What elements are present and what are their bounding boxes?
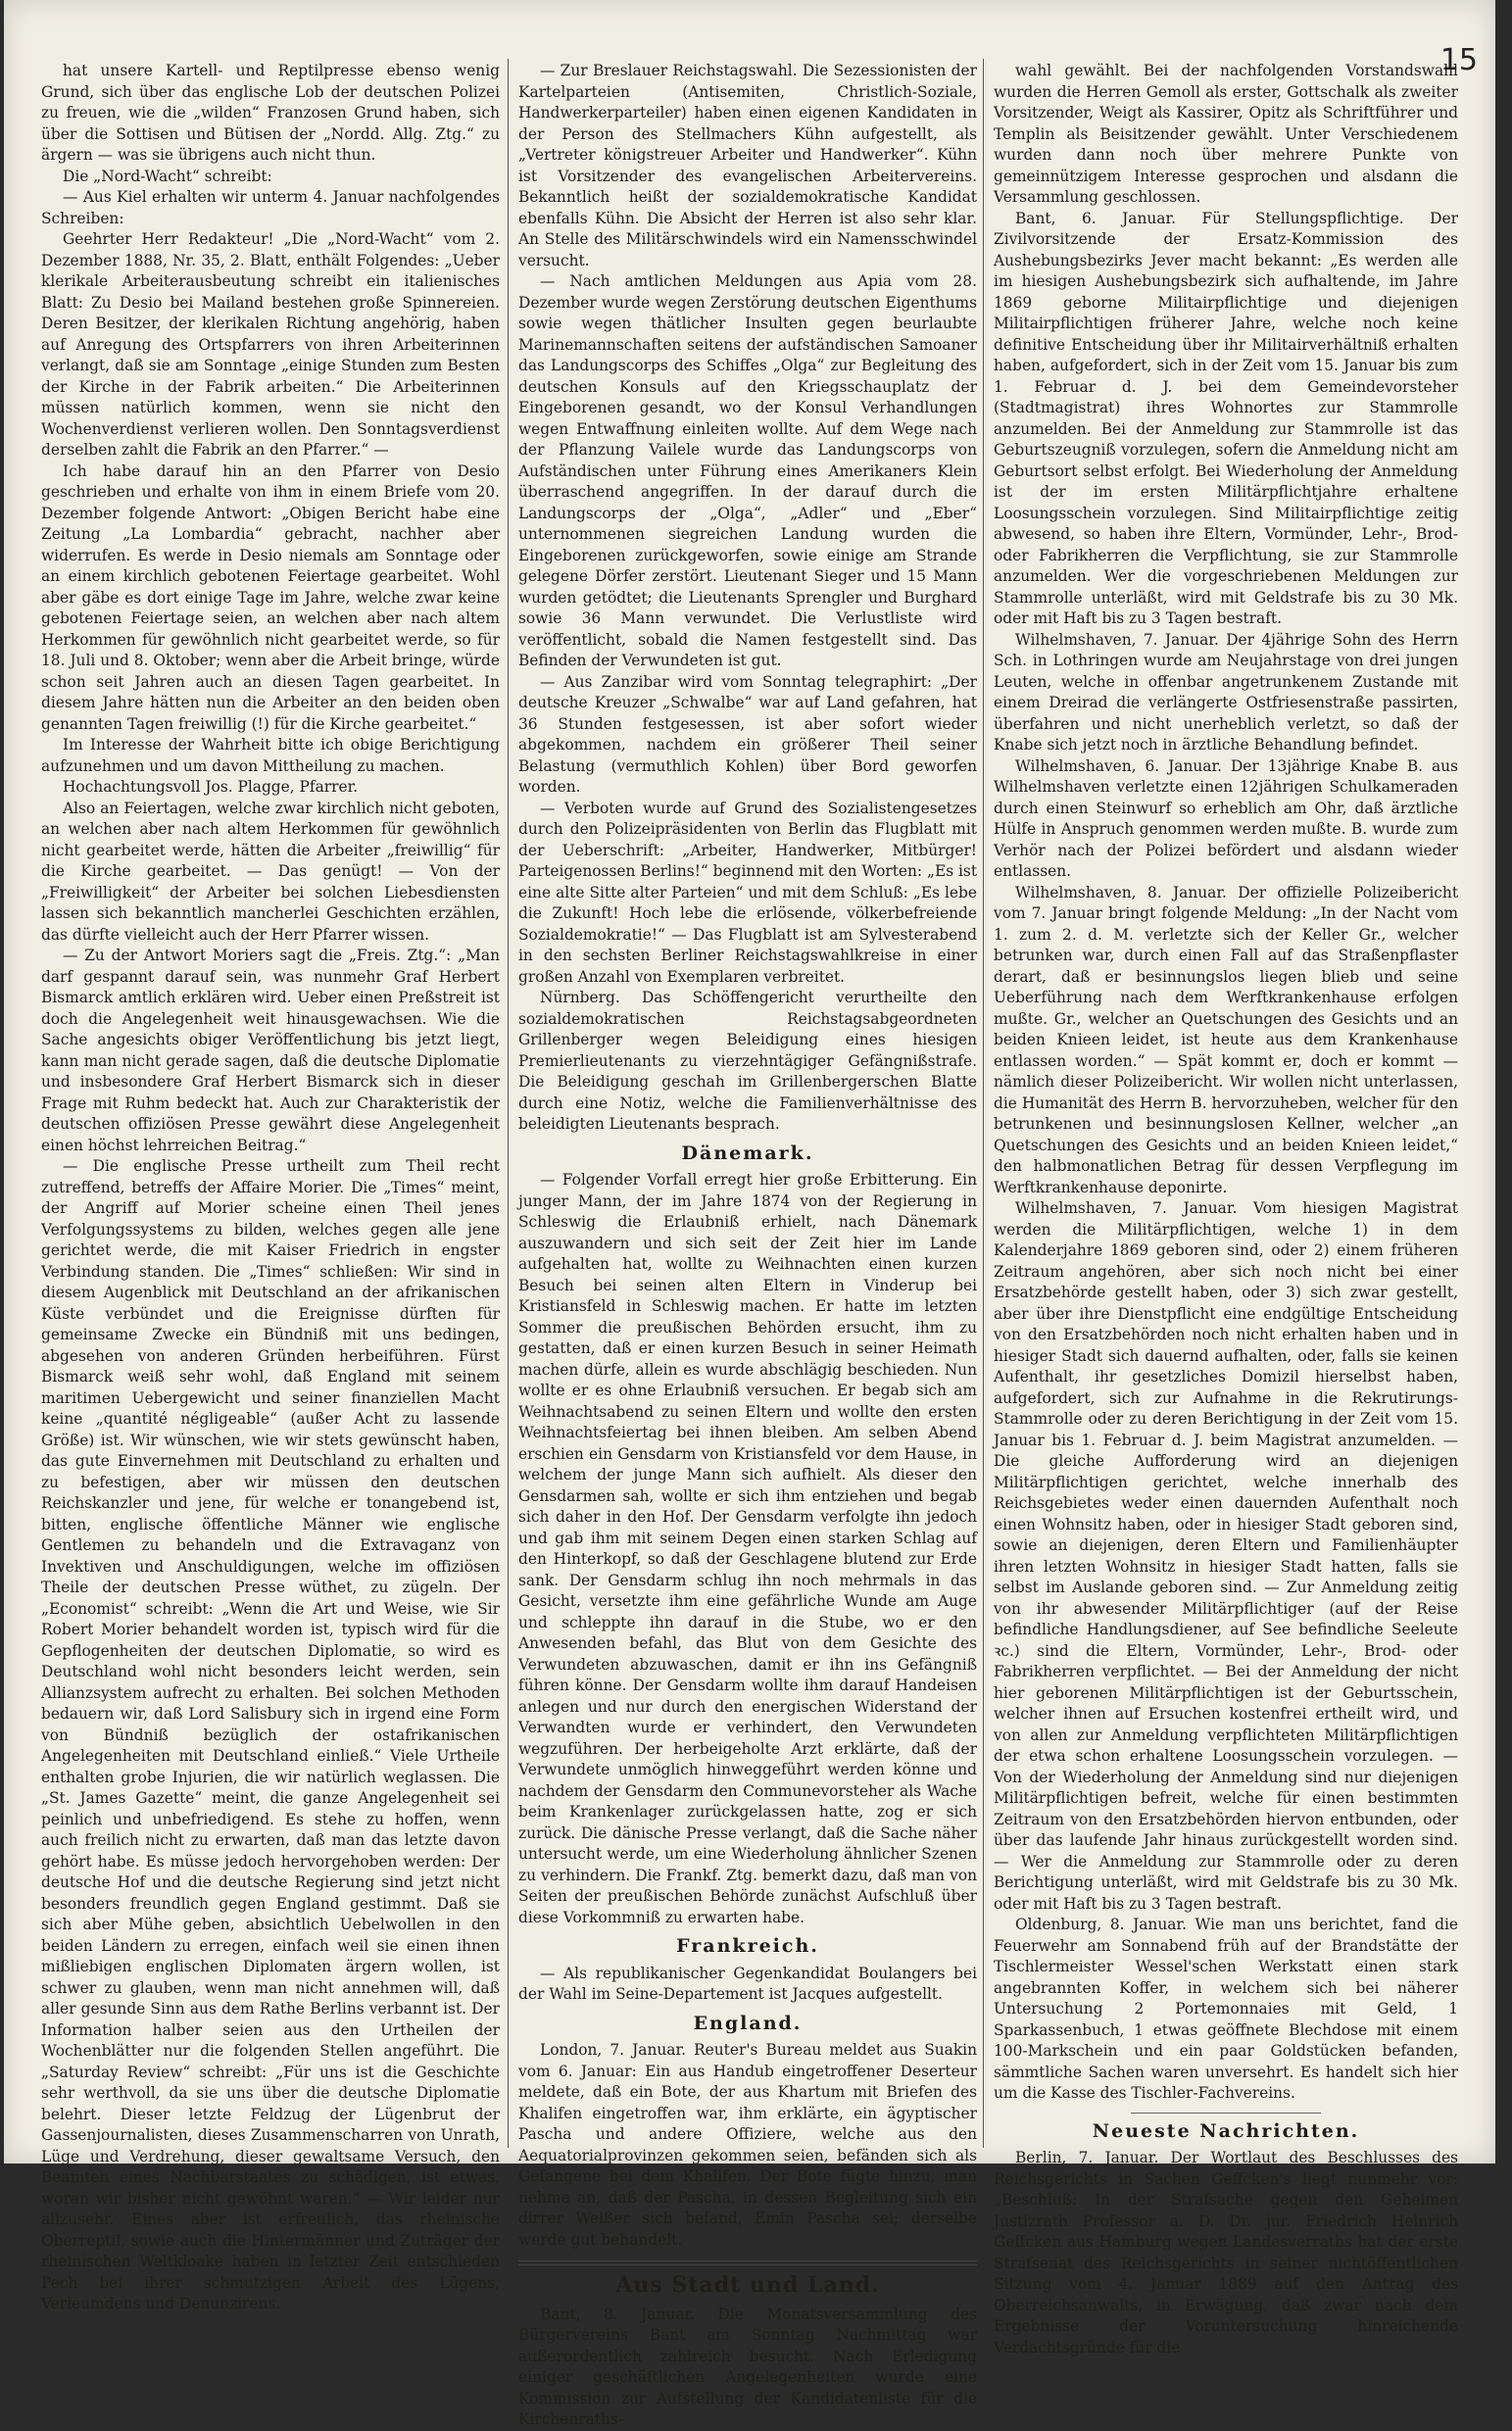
column-2 <box>518 61 978 2428</box>
article-paragraph: — Die englische Presse urtheilt zum Theil recht zutreffend, betreffs der Affaire Morier. Die „Times“ meint, der Angriff auf Morier scheine einen Theil jenes Verfolgungssystems zu bilden, welches gegen alle jene gerichtet werde, die mit Kaiser Friedrich in engster Verbindung standen. Die „Times“ schließen: Wir sind in diesem Augenblick mit Deutschland an der afrikanischen Küste verbündet und die Ereignisse dürften für gemeinsame Zwecke ein Bündniß mit uns bedingen, abgesehen von anderen Gründen herbeiführen. Fürst Bismarck weiß sehr wohl, daß England mit seinem maritimen Uebergewicht und seiner finanziellen Macht keine „quantité négligeable“ (außer Acht zu lassende Größe) ist. Wir wünschen, wie wir stets gewünscht haben, das gute Einvernehmen mit Deutschland zu erhalten und zu befestigen, aber wir müssen den deutschen Reichskanzler und jene, für welche er tonangebend ist, bitten, englische öffentliche Männer wie englische Gentlemen zu behandeln und die Extravaganz von Invektiven und Anschuldigungen, welche im offiziösen Theile der deutschen Presse wüthet, zu zügeln. Der „Economist“ schreibt: „Wenn die Art und Weise, wie Sir Robert Morier behandelt worden ist, typisch wird für die Gepflogenheiten der deutschen Diplomatie, so wird es Deutschland wohl nicht besonders leicht werden, sein Allianzsystem aufrecht zu erhalten. Bei solchen Methoden bedauern wir, daß Lord Salisbury sich in irgend eine Form von Bündniß bezüglich der ostafrikanischen Angelegenheiten mit Deutschland einließ.“ Viele Urtheile enthalten grobe Injurien, die wir natürlich weglassen. Die „St. James Gazette“ meint, die ganze Angelegenheit sei peinlich und unbefriedigend. Es stehe zu hoffen, wenn auch freilich nicht zu erwarten, daß man das letzte davon gehört habe. Es müsse jedoch hervorgehoben werden: Der deutsche Hof und die deutsche Regierung sind jetzt nicht besonders freundlich gegen England gestimmt. Daß sie sich aber Mühe geben, absichtlich Uebelwollen in den beiden Ländern zu erregen, einfach weil sie einen ihnen mißliebigen englischen Diplomaten ärgern wollen, ist schwer zu glauben, wenn man nicht annehmen will, daß aller gesunde Sinn aus dem Rathe Berlins verbannt ist. Der Information halber seien aus den Urtheilen der Wochenblätter nur die folgenden Stellen angeführt. Die „Saturday Review“ schreibt: „Für uns ist die Geschichte sehr werthvoll, da sie uns über die deutsche Diplomatie belehrt. Dieser letzte Feldzug der Lügenbrut der Gassenjournalisten, dieses Zusammenscharren von Unrath, Lüge und Verdrehung, dieser gewaltsame Versuch, den Beamten eines Nachbarstaates zu schädigen, ist etwas, woran wir bisher nicht gewöhnt waren.“ — Wir leider nur allzusehr. Eines aber ist erfreulich, das rheinische Oberreptil, sowie auch die Hintermänner und Zuträger der rheinischen Weltkloake haben in letzter Zeit entschieden Pech bei ihrer schmutzigen Arbeit des Lügens, Verleumdens und Denunzirens. <box>41 1157 500 2312</box>
section-heading: Frankreich. <box>676 1935 819 1957</box>
article-paragraph: — Folgender Vorfall erregt hier große Erbitterung. Ein junger Mann, der im Jahre 1874 von der Regierung in Schleswig die Erlaubniß erhielt, nach Dänemark auszuwandern und sich seit der Zeit hier im Lande aufgehalten hat, wollte zu Weihnachten einen kurzen Besuch bei seinen alten Eltern in Vinderup bei Kristiansfeld in Schleswig machen. Er hatte im letzten Sommer die preußischen Behörden ersucht, ihm zu gestatten, daß er einen kurzen Besuch in seiner Heimath machen dürfe, allein es wurde abschlägig beschieden. Nun wollte er es ohne Erlaubniß versuchen. Er begab sich am Weihnachtsabend zu seinen Eltern und wollte den ersten Weihnachtsfeiertag bei ihnen bleiben. Am selben Abend erschien ein Gensdarm von Kristiansfeld vor dem Hause, in welchem der junge Mann sich aufhielt. Als dieser den Gensdarmen sah, wollte er sich ihm entziehen und begab sich daher in den Hof. Der Gensdarm verfolgte ihn jedoch und gab ihm mit seinem Degen einen starken Schlag auf den Hinterkopf, so daß der Geschlagene blutend zur Erde sank. Der Gensdarm schlug ihn noch mehrmals in das Gesicht, versetzte ihm eine gefährliche Wunde am Auge und schleppte ihn darauf in die Stube, wo er den Anwesenden befahl, das Blut von dem Gesichte des Verwundeten abzuwaschen, damit er ihn ins Gefängniß führen könne. Der Gensdarm wollte ihm darauf Handeisen anlegen und nur durch den energischen Widerstand der Verwandten wurde er verhindert, den Verwundeten wegzuführen. Der herbeigeholte Arzt erklärte, daß der Verwundete unmöglich hinweggeführt werden könne und nachdem der Gensdarm den Communevorsteher als Wache beim Krankenlager zurückgelassen hatte, zog er sich zurück. Die dänische Presse verlangt, daß die Sache näher untersucht werde, um eine Wiederholung ähnlicher Szenen zu verhindern. Die Frankf. Ztg. bemerkt dazu, daß man von Seiten der preußischen Behörde zunächst Aufschluß über diese Vorkommniß zu erwarten habe. <box>518 1171 977 1926</box>
column-rule <box>508 59 509 2148</box>
article-paragraph: — Aus Kiel erhalten wir unterm 4. Januar nachfolgendes Schreiben: <box>41 188 500 227</box>
article-paragraph: wahl gewählt. Bei der nachfolgenden Vorstandswahl wurden die Herren Gemoll als erster, Gottschalk als zweiter Vorsitzender, Weigt als Kassirer, Opitz als Schriftführer und Templin als Beisitzender gewählt. Unter Verschiedenem wurden dann noch über mehrere Punkte von gemeinnützigem Interesse gesprochen und alsdann die Versammlung geschlossen. <box>994 62 1458 206</box>
article-paragraph: hat unsere Kartell- und Reptilpresse ebenso wenig Grund, sich über das englische Lob der deutschen Polizei zu freuen, wie die „wilden“ Franzosen Grund haben, sich über die Sottisen und Bütisen der „Nordd. Allg. Ztg.“ zu ärgern — was sie übrigens auch nicht thun. <box>41 62 500 164</box>
section-heading: Aus Stadt und Land. <box>615 2272 880 2298</box>
article-paragraph: Bant, 6. Januar. Für Stellungspflichtige. Der Zivilvorsitzende der Ersatz-Kommission des Aushebungsbezirks Jever macht bekannt: „Es werden alle im hiesigen Aushebungsbezirk sich aufhaltende, im Jahre 1869 geborne Militairpflichtige und diejenigen Militairpflichtigen früherer Jahre, welche noch keine definitive Entscheidung über ihr Militairverhältniß erhalten haben, aufgefordert, sich in der Zeit vom 15. Januar bis zum 1. Februar d. J. bei dem Gemeindevorsteher (Stadtmagistrat) ihres Wohnortes zur Stammrolle anzumelden. Bei der Anmeldung zur Stammrolle ist das Geburtszeugniß vorzulegen, sofern die Anmeldung nicht am Geburtsort selbst erfolgt. Bei Wiederholung der Anmeldung ist der im ersten Militärpflichtjahre erhaltene Loosungsschein vorzulegen. Sind Militairpflichtige zeitig abwesend, so haben ihre Eltern, Vormünder, Lehr-, Brod- oder Fabrikherren die Verpflichtung, sie zur Stammrolle anzumelden. Wer die vorgeschriebenen Meldungen zur Stammrolle unterläßt, wird mit Geldstrafe bis zu 30 Mk. oder mit Haft bis zu 3 Tagen bestraft. <box>994 209 1458 627</box>
section-heading: England. <box>693 2012 803 2034</box>
article-paragraph: Die „Nord-Wacht“ schreibt: <box>63 167 272 185</box>
article-paragraph: — Zu der Antwort Moriers sagt die „Freis. Ztg.“: „Man darf gespannt darauf sein, was nunmehr Graf Herbert Bismarck amtlich erklären wird. Ueber einen Preßstreit ist doch die Angelegenheit weit hinausgewachsen. Wie die Sache angesichts obiger Veröffentlichung bis jetzt liegt, kann man nicht gerade sagen, daß die deutsche Diplomatie und insbesondere Graf Herbert Bismarck sich in dieser Frage mit Ruhm bedeckt hat. Auch zur Charakteristik der deutschen offiziösen Presse gewährt diese Angelegenheit einen höchst lehrreichen Beitrag.“ <box>41 947 500 1154</box>
article-paragraph: Bant, 8. Januar. Die Monatsversammlung des Bürgervereins Bant am Sonntag Nachmittag war außerordentlich zahlreich besucht. Nach Erledigung einiger geschäftlichen Angelegenheiten wurde eine Kommission zur Aufstellung der Kandidatenliste für die Kirchenraths- <box>518 2305 977 2428</box>
article-paragraph: — Aus Zanzibar wird vom Sonntag telegraphirt: „Der deutsche Kreuzer „Schwalbe“ war auf Land gefahren, hat 36 Stunden festgesessen, ist aber sofort wieder abgekommen, nachdem ein größerer Theil seiner Belastung (vermuthlich Kohlen) über Bord geworfen worden. <box>518 672 977 796</box>
section-heading: Neueste Nachrichten. <box>1092 2119 1360 2142</box>
article-paragraph: Wilhelmshaven, 8. Januar. Der offizielle Polizeibericht vom 7. Januar bringt folgende Meldung: „In der Nacht vom 1. zum 2. d. M. verletzte sich der Keller Gr., welcher betrunken war, durch einen Fall auf das Straßenpflaster derart, daß er besinnungslos liegen blieb und seine Ueberführung nach dem Werftkrankenhause erfolgen mußte. Gr., welcher an Quetschungen des Gesichts und an beiden Knieen leidet, ist heute aus dem Krankenhause entlassen worden.“ — Spät kommt er, doch er kommt — nämlich dieser Polizeibericht. Wir wollen nicht unterlassen, die Humanität des Herrn B. hervorzuheben, welcher für den betrunkenen und besinnungslosen Kellner, welcher „an Quetschungen des Gesichts und an beiden Knieen leidet,“ den halbmonatlichen Betrag für dessen Verpflegung im Werftkrankenhause deponirte. <box>994 883 1458 1196</box>
page-number: 15 <box>1439 43 1478 77</box>
article-paragraph: — Nach amtlichen Meldungen aus Apia vom 28. Dezember wurde wegen Zerstörung deutschen Eigenthums sowie wegen thätlicher Insulten gegen beurlaubte Marinemannschaften seitens der aufständischen Samoaner das Landungscorps des Schiffes „Olga“ zur Begleitung des deutschen Konsuls auf den Kriegsschauplatz der Eingeborenen gesandt, wo der Konsul Verhandlungen wegen Entwaffnung einleiten wollte. Auf dem Wege nach der Pflanzung Vailele wurde das Landungscorps von Aufständischen unter Führung eines Amerikaners Klein überraschend angegriffen. In der darauf durch die Landungscorps der „Olga“, „Adler“ und „Eber“ unternommenen siegreichen Landung wurden die Eingeborenen zurückgeworfen, sowie einige am Strande gelegene Dörfer zerstört. Lieutenant Sieger und 15 Mann wurden getödtet; die Lieutenants Sprengler und Burghard sowie 36 Mann verwundet. Die Verlustliste wird veröffentlicht, sobald die Namen festgestellt sind. Das Befinden der Verwundeten ist gut. <box>518 272 977 669</box>
article-paragraph: Ich habe darauf hin an den Pfarrer von Desio geschrieben und erhalte von ihm in einem Briefe vom 20. Dezember folgende Antwort: „Obigen Bericht habe eine Zeitung „La Lombardia“ gebracht, nachher aber widerrufen. Es werde in Desio niemals am Sonntage oder an einem kirchlich gebotenen Feiertage gearbeitet. Wohl aber gäbe es dort einige Tage im Jahre, welche zwar keine gebotenen Feiertage seien, an welchen aber nach altem Herkommen für gewöhnlich nicht gearbeitet werde, so für 18. Juli und 8. Oktober; wenn aber die Arbeit bringe, würde schon seit Jahren auch an diesen Tagen gearbeitet. In diesem Jahre hätten nun die Arbeiter an den beiden oben genannten Tagen freiwillig (!) für die Kirche gearbeitet.“ <box>41 462 500 733</box>
article-paragraph: — Als republikanischer Gegenkandidat Boulangers bei der Wahl im Seine-Departement ist Jacques aufgestellt. <box>518 1964 977 2003</box>
article-paragraph: Wilhelmshaven, 7. Januar. Vom hiesigen Magistrat werden die Militärpflichtigen, welche 1) in dem Kalenderjahre 1869 geboren sind, oder 2) einem früheren Zeitraum angehören, aber sich noch nicht bei einer Ersatzbehörde gestellt haben, oder 3) sich zwar gestellt, aber über ihre Dienstpflicht eine endgültige Entscheidung von den Ersatzbehörden noch nicht erhalten haben und in hiesiger Stadt sich dauernd aufhalten, oder, falls sie keinen Aufenthalt, ihr gesetzliches Domizil hierselbst haben, aufgefordert, sich zur Aufnahme in die Rekrutirungs-Stammrolle oder zu deren Berichtigung in der Zeit vom 15. Januar bis 1. Februar d. J. beim Magistrat anzumelden. — Die gleiche Aufforderung wird an diejenigen Militärpflichtigen gerichtet, welche innerhalb des Reichsgebietes weder einen dauernden Aufenthalt noch einen Wohnsitz haben, oder in hiesiger Stadt geboren sind, sowie an diejenigen, deren Eltern und Familienhäupter ihren letzten Wohnsitz in hiesiger Stadt hatten, falls sie selbst im Auslande geboren sind. — Zur Anmeldung zeitig von ihr abwesender Militärpflichtiger (auf der Reise befindliche Handlungsdiener, auf See befindliche Seeleute ꝛc.) sind die Eltern, Vormünder, Lehr-, Brod- oder Fabrikherren verpflichtet. — Bei der Anmeldung der nicht hier geborenen Militärpflichtigen ist der Geburtsschein, welcher ihnen auf Ersuchen kostenfrei ertheilt wird, und von allen zur Anmeldung verpflichteten Militärpflichtigen der etwa schon erhaltene Loosungsschein vorzulegen. — Von der Wiederholung der Anmeldung sind nur diejenigen Militärpflichtigen befreit, welche für einen bestimmten Zeitraum von den Ersatzbehörden hiervon entbunden, oder über das laufende Jahr hinaus zurückgestellt worden sind. — Wer die Anmeldung zur Stammrolle oder zu deren Berichtigung unterläßt, wird mit Geldstrafe bis zu 30 Mk. oder mit Haft bis zu 3 Tagen bestraft. <box>994 1199 1458 1913</box>
column-3 <box>994 61 1458 2357</box>
column-rule <box>983 59 984 2148</box>
article-paragraph: — Zur Breslauer Reichstagswahl. Die Sezessionisten der Kartelparteien (Antisemiten, Christlich-Soziale, Handwerkerparteiler) haben einen eigenen Kandidaten in der Person des Stellmachers Kühn aufgestellt, als „Vertreter königstreuer Arbeiter und Handwerker“. Kühn ist Vorsitzender des evangelischen Arbeitervereins. Bekanntlich heißt der sozialdemokratische Kandidat ebenfalls Kühn. Die Absicht der Herren ist also sehr klar. An Stelle des Militärschwindels wird ein Namensschwindel versucht. <box>518 62 977 269</box>
separator <box>1131 2113 1321 2114</box>
separator <box>518 2261 977 2265</box>
article-paragraph: Oldenburg, 8. Januar. Wie man uns berichtet, fand die Feuerwehr am Sonnabend früh auf der Brandstätte der Tischlermeister Wessel'schen Werkstatt einen stark angebrannten Koffer, in welchem sich bei näherer Untersuchung 2 Portemonnaies mit Geld, 1 Sparkassenbuch, 1 etwas geöffnete Blechdose mit einem 100-Markschein und ein paar Goldstücken befanden, sämmtliche Sachen waren unversehrt. Es handelt sich hier um die Kasse des Tischler-Fachvereins. <box>994 1916 1458 2102</box>
column-1 <box>41 61 500 2312</box>
article-paragraph: Wilhelmshaven, 6. Januar. Der 13jährige Knabe B. aus Wilhelmshaven verletzte einen 12jährigen Schulkameraden durch einen Steinwurf so erheblich am Ohr, daß ärztliche Hülfe in Anspruch genommen werden mußte. B. wurde zum Verhör nach der Polizei befördert und alsdann wieder entlassen. <box>994 756 1458 880</box>
article-paragraph: — Verboten wurde auf Grund des Sozialistengesetzes durch den Polizeipräsidenten von Berlin das Flugblatt mit der Ueberschrift: „Arbeiter, Handwerker, Mitbürger! Parteigenossen Berlins!“ beginnend mit den Worten: „Es ist eine alte Sitte alter Parteien“ und mit dem Schluß: „Es lebe die Zukunft! Hoch lebe die erlösende, völkerbefreiende Sozialdemokratie!“ — Das Flugblatt ist am Sylvesterabend in den sechsten Berliner Reichstagswahlkreise in einer großen Anzahl von Exemplaren verbreitet. <box>518 799 978 986</box>
article-paragraph: Im Interesse der Wahrheit bitte ich obige Berichtigung aufzunehmen und um davon Mittheilung zu machen. <box>41 736 500 775</box>
article-paragraph: Hochachtungsvoll Jos. Plagge, Pfarrer. <box>63 778 359 796</box>
article-paragraph: London, 7. Januar. Reuter's Bureau meldet aus Suakin vom 6. Januar: Ein aus Handub eingetroffener Deserteur meldete, daß ein Bote, der aus Khartum mit Briefen des Khalifen eingetroffen war, ihm erklärte, ein ägyptischer Pascha und andere Offiziere, welche aus den Aequatorialprovinzen gekommen seien, befänden sich als Gefangene bei dem Khalifen. Der Bote fügte hinzu, man nehme an, daß der Pascha, in dessen Begleitung sich ein dirrer Weißer sich befand, Emin Pascha sei; derselbe werde gut behandelt. <box>518 2041 977 2249</box>
article-paragraph: Also an Feiertagen, welche zwar kirchlich nicht geboten, an welchen aber nach altem Herkommen für gewöhnlich nicht gearbeitet werde, hätten die Arbeiter „freiwillig“ für die Kirche gearbeitet. — Das genügt! — Von der „Freiwilligkeit“ der Arbeiter bei solchen Liebesdiensten lassen sich bekanntlich mancherlei Geschichten erzählen, das dürfte vielleicht auch der Herr Pfarrer wissen. <box>41 799 500 944</box>
section-heading: Dänemark. <box>681 1142 814 1164</box>
article-paragraph: Berlin, 7. Januar. Der Wortlaut des Beschlusses des Reichsgerichts in Sachen Geffcken's liegt nunmehr vor: „Beschluß: In der Strafsache gegen den Geheimen Justizrath Professor a. D. Dr. jur. Friedrich Heinrich Geffcken aus Hamburg wegen Landesverraths hat der erste Strafsenat des Reichsgerichts in seiner nichtöffentlichen Sitzung vom 4. Januar 1889 auf den Antrag des Oberreichsanwalts, in Erwägung, daß zwar nach dem Ergebnisse der Voruntersuchung hinreichende Verdachtsgründe für die <box>994 2149 1458 2357</box>
article-paragraph: Wilhelmshaven, 7. Januar. Der 4jährige Sohn des Herrn Sch. in Lothringen wurde am Neujahrstage von drei jungen Leuten, welche in offenbar angetrunkenem Zustande mit einem Dreirad die verlängerte Ostfriesenstraße passirten, überfahren und nicht unerheblich verletzt, so daß der Knabe sich jetzt noch in ärztliche Behandlung befindet. <box>994 630 1458 754</box>
article-paragraph: Geehrter Herr Redakteur! „Die „Nord-Wacht“ vom 2. Dezember 1888, Nr. 35, 2. Blatt, enthält Folgendes: „Ueber klerikale Arbeiterausbeutung schreibt ein italienisches Blatt: Zu Desio bei Mailand bestehen große Spinnereien. Deren Besitzer, der klerikalen Richtung angehörig, haben auf Anregung des Ortspfarrers von ihren Arbeiterinnen verlangt, daß sie am Sonntage „einige Stunden zum Besten der Kirche in der Fabrik arbeiten.“ Die Arbeiterinnen müssen natürlich kommen, wenn sie nicht den Wochenverdienst verlieren wollen. Den Sonntagsverdienst derselben zahlt die Fabrik an den Pfarrer.“ — <box>41 230 500 459</box>
newspaper-page <box>4 0 1495 2428</box>
article-paragraph: Nürnberg. Das Schöffengericht verurtheilte den sozialdemokratischen Reichstagsabgeordneten Grillenberger wegen Beleidigung eines hiesigen Premierlieutenants zu vierzehntägiger Gefängnißstrafe. Die Beleidigung geschah im Grillenbergerschen Blatte durch eine Notiz, welche die Familienverhältnisse des beleidigten Lieutenants besprach. <box>518 989 977 1133</box>
